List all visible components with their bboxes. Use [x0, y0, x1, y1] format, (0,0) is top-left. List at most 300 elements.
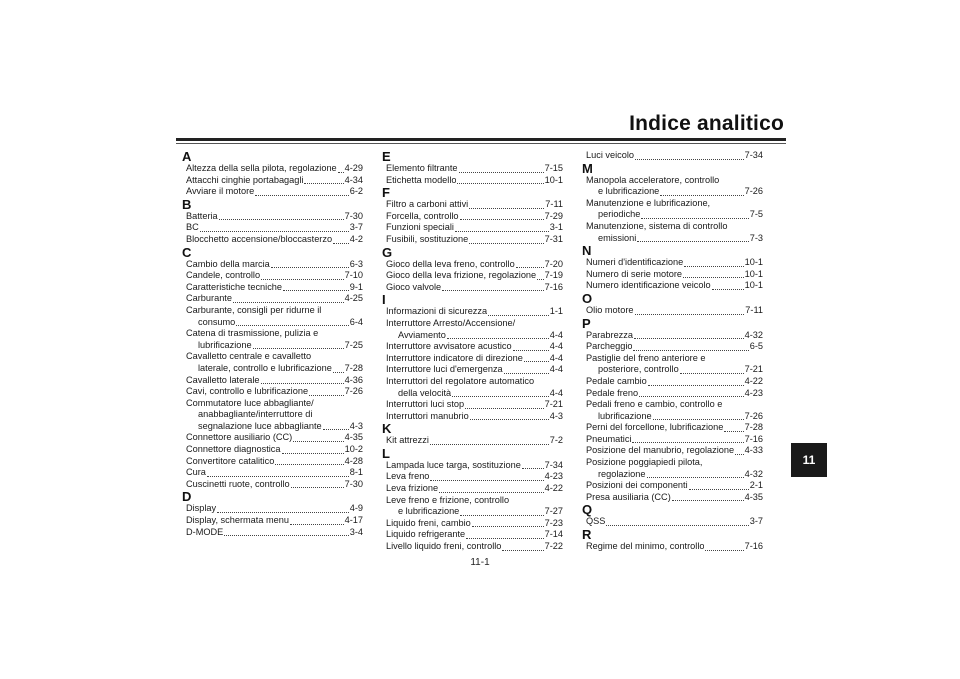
- index-entry: [584, 280, 763, 292]
- index-entry-term: Luci veicolo: [586, 150, 635, 160]
- index-entry-page: 7-26: [344, 386, 363, 397]
- index-entry: [584, 388, 763, 400]
- index-entry-page: 3-7: [749, 516, 763, 527]
- index-entry-term: regolazione: [598, 468, 646, 479]
- index-entry-page: 4-3: [549, 410, 563, 421]
- dot-leader: [469, 242, 543, 244]
- index-letter-heading: E: [382, 149, 391, 164]
- index-entry: [184, 163, 363, 175]
- index-entry-term: Catena di trasmissione, pulizia e: [186, 328, 319, 339]
- header-rule-thick: [176, 138, 786, 141]
- page-title: Indice analitico: [629, 112, 784, 135]
- index-entry: [184, 467, 363, 479]
- index-entry-term: Funzioni speciali: [386, 222, 454, 233]
- index-entry: [584, 175, 763, 187]
- index-entry: [384, 495, 563, 507]
- index-entry-page: 4-4: [549, 341, 563, 352]
- dot-leader: [724, 430, 743, 432]
- index-entry: [184, 270, 363, 282]
- index-entry-page: 4-32: [744, 329, 763, 340]
- index-entry-term: Kit attrezzi: [386, 435, 429, 446]
- index-entry: [584, 150, 763, 162]
- index-letter-heading: D: [182, 489, 192, 505]
- index-entry-page: 7-20: [544, 258, 563, 269]
- index-entry: [184, 363, 363, 375]
- dot-leader: [524, 360, 549, 362]
- index-entry-term: Attacchi cinghie portabagagli: [186, 174, 304, 185]
- index-letter-heading: K: [382, 421, 392, 437]
- index-entry-term: BC: [186, 222, 199, 233]
- dot-leader: [653, 418, 744, 420]
- dot-leader: [460, 514, 543, 516]
- index-entry-term: Interruttori luci stop: [386, 399, 465, 410]
- index-entry-term: emissioni: [598, 232, 637, 243]
- dot-leader: [333, 242, 349, 244]
- index-entry-term: anabbagliante/interruttore di: [198, 409, 313, 420]
- index-entry-term: Cavalletto laterale: [186, 374, 260, 385]
- dot-leader: [466, 537, 543, 539]
- dot-leader: [647, 476, 744, 478]
- index-entry-term: Numero identificazione veicolo: [586, 280, 711, 291]
- index-entry: [584, 457, 763, 469]
- index-entry-term: Blocchetto accensione/bloccasterzo: [186, 233, 333, 244]
- index-entry-term: Connettore ausiliario (CC): [186, 432, 293, 443]
- index-letter-heading: P: [582, 315, 591, 331]
- index-entry-page: 7-26: [744, 410, 763, 421]
- dot-leader: [648, 384, 744, 386]
- index-entry-term: Regime del minimo, controllo: [586, 541, 705, 552]
- index-entry: [184, 398, 363, 410]
- index-entry-page: 7-16: [744, 541, 763, 552]
- index-entry-term: Manutenzione, sistema di controllo: [586, 220, 728, 231]
- dot-leader: [333, 371, 344, 373]
- dot-leader: [233, 301, 344, 303]
- index-entry-term: Cambio della marcia: [186, 258, 270, 269]
- index-entry-term: Display: [186, 503, 217, 514]
- dot-leader: [460, 218, 544, 220]
- index-entry-term: Carburante: [186, 293, 232, 304]
- index-entry-term: Candele, controllo: [186, 270, 261, 281]
- index-entry-term: Gioco della leva freno, controllo: [386, 258, 515, 269]
- index-entry-term: Pedale cambio: [586, 375, 647, 386]
- dot-leader: [430, 443, 549, 445]
- index-entry-term: Liquido freni, cambio: [386, 517, 471, 528]
- index-entry-term: Posizioni dei componenti: [586, 480, 688, 491]
- index-entry-term: Leva freno: [386, 471, 430, 482]
- dot-leader: [323, 428, 349, 430]
- index-entry-page: 4-2: [349, 233, 363, 244]
- dot-leader: [282, 452, 344, 454]
- dot-leader: [219, 218, 344, 220]
- index-entry: [584, 399, 763, 411]
- index-entry: [184, 305, 363, 317]
- index-entry-term: Filtro a carboni attivi: [386, 199, 469, 210]
- index-entry-page: 4-35: [744, 491, 763, 502]
- index-entry-term: Interruttore Arresto/Accensione/: [386, 317, 516, 328]
- index-entry-page: 7-26: [744, 186, 763, 197]
- dot-leader: [634, 337, 744, 339]
- dot-leader: [465, 407, 543, 409]
- index-entry-term: Cuscinetti ruote, controllo: [186, 478, 290, 489]
- index-entry-term: e lubrificazione: [398, 506, 460, 517]
- index-entry-page: 7-34: [744, 150, 763, 160]
- index-entry-term: Informazioni di sicurezza: [386, 306, 488, 317]
- dot-leader: [488, 314, 549, 316]
- dot-leader: [689, 488, 749, 490]
- index-entry: [184, 317, 363, 329]
- index-entry: [184, 340, 363, 352]
- index-entry-page: 4-23: [544, 471, 563, 482]
- index-entry-term: Carburante, consigli per ridurne il: [186, 304, 322, 315]
- dot-leader: [705, 549, 743, 551]
- index-entry: [384, 483, 563, 495]
- index-letter-heading: M: [582, 160, 593, 176]
- index-letter-heading: C: [182, 244, 192, 260]
- index-letter-heading: Q: [582, 502, 593, 518]
- index-entry-term: Etichetta modello: [386, 174, 457, 185]
- index-entry-term: consumo: [198, 316, 236, 327]
- index-entry: [584, 411, 763, 423]
- index-entry-term: Interruttori manubrio: [386, 410, 469, 421]
- index-entry-page: 4-36: [344, 374, 363, 385]
- index-entry: [584, 353, 763, 365]
- dot-leader: [635, 158, 744, 160]
- index-entry-page: 7-3: [749, 232, 763, 243]
- index-entry: [184, 409, 363, 421]
- index-entry: [584, 330, 763, 342]
- index-entry: [384, 259, 563, 271]
- index-entry: [384, 411, 563, 423]
- index-entry-page: 4-17: [344, 515, 363, 526]
- index-entry: [184, 259, 363, 271]
- index-entry-term: Display, schermata menu: [186, 515, 289, 526]
- index-entry-page: 4-25: [344, 293, 363, 304]
- index-letter-heading: B: [182, 196, 192, 212]
- index-letter-heading: A: [182, 149, 192, 164]
- index-entry-page: 2-1: [749, 480, 763, 491]
- index-entry-term: Commutatore luce abbagliante/: [186, 397, 314, 408]
- index-entry-term: Fusibili, sostituzione: [386, 233, 469, 244]
- index-entry-page: 7-25: [344, 339, 363, 350]
- index-entry-term: Pneumatici: [586, 433, 632, 444]
- index-entry-term: Caratteristiche tecniche: [186, 281, 283, 292]
- index-entry-term: Altezza della sella pilota, regolazione: [186, 163, 337, 173]
- index-entry-page: 7-5: [749, 209, 763, 220]
- index-entry: [384, 318, 563, 330]
- dot-leader: [224, 534, 348, 536]
- index-entry-page: 10-1: [544, 174, 563, 185]
- dot-leader: [606, 524, 748, 526]
- index-entry: [584, 209, 763, 221]
- index-entry-page: 7-28: [744, 422, 763, 433]
- chapter-tab: 11: [791, 443, 827, 477]
- index-entry-page: 7-11: [745, 304, 763, 315]
- dot-leader: [455, 230, 549, 232]
- index-entry-page: 4-4: [549, 329, 563, 340]
- index-entry-page: 8-1: [349, 467, 363, 478]
- index-entry: [384, 364, 563, 376]
- index-entry-term: lubrificazione: [598, 410, 652, 421]
- index-entry-term: Pedale freno: [586, 387, 639, 398]
- index-entry-term: Elemento filtrante: [386, 163, 458, 173]
- dot-leader: [261, 382, 344, 384]
- index-entry-term: Manopola acceleratore, controllo: [586, 174, 720, 185]
- index-entry-page: 6-5: [749, 341, 763, 352]
- index-entry-page: 4-29: [344, 163, 363, 173]
- index-entry-term: Cura: [186, 467, 206, 478]
- dot-leader: [633, 349, 748, 351]
- index-entry: [384, 199, 563, 211]
- dot-leader: [684, 265, 743, 267]
- dot-leader: [442, 289, 543, 291]
- index-entry: [184, 211, 363, 223]
- dot-leader: [637, 240, 748, 242]
- index-entry: [584, 480, 763, 492]
- index-entry: [184, 293, 363, 305]
- index-entry-term: Batteria: [186, 210, 218, 221]
- index-entry: [384, 506, 563, 518]
- index-entry: [184, 175, 363, 187]
- dot-leader: [472, 525, 544, 527]
- index-entry: [184, 527, 363, 539]
- dot-leader: [217, 511, 349, 513]
- dot-leader: [522, 467, 544, 469]
- dot-leader: [309, 394, 344, 396]
- index-entry-page: 7-10: [344, 270, 363, 281]
- index-entry: [384, 460, 563, 472]
- index-entry-page: 4-4: [549, 364, 563, 375]
- dot-leader: [457, 182, 543, 184]
- dot-leader: [660, 194, 743, 196]
- index-letter-heading: L: [382, 445, 390, 461]
- index-entry: [384, 270, 563, 282]
- dot-leader: [253, 347, 344, 349]
- index-entry-term: Parabrezza: [586, 329, 633, 340]
- index-entry: [184, 351, 363, 363]
- index-entry-page: 7-16: [544, 281, 563, 292]
- index-entry: [584, 422, 763, 434]
- index-entry-term: Interruttori del regolatore automatico: [386, 375, 535, 386]
- index-column-1: [184, 150, 363, 538]
- dot-leader: [430, 479, 543, 481]
- page-number: 11-1: [470, 557, 490, 568]
- dot-leader: [236, 324, 348, 326]
- index-entry: [584, 341, 763, 353]
- dot-leader: [290, 523, 344, 525]
- index-entry: [584, 516, 763, 528]
- index-letter-heading: O: [582, 290, 593, 306]
- index-entry-page: 4-22: [744, 375, 763, 386]
- index-entry: [384, 376, 563, 388]
- index-letter-heading: G: [382, 244, 393, 260]
- index-entry-page: 4-28: [344, 455, 363, 466]
- dot-leader: [207, 475, 349, 477]
- dot-leader: [683, 276, 744, 278]
- index-entry-page: 7-27: [544, 506, 563, 517]
- index-entry-page: 3-1: [549, 222, 563, 233]
- index-entry: [584, 364, 763, 376]
- index-entry: [584, 257, 763, 269]
- index-entry-page: 6-2: [349, 186, 363, 197]
- index-entry-term: e lubrificazione: [598, 186, 660, 197]
- index-entry: [584, 221, 763, 233]
- index-entry-term: Liquido refrigerante: [386, 529, 466, 540]
- index-entry: [184, 444, 363, 456]
- dot-leader: [537, 278, 543, 280]
- index-letter-heading: N: [582, 243, 592, 259]
- index-entry: [384, 306, 563, 318]
- index-entry-page: 7-11: [545, 199, 563, 210]
- index-entry: [384, 330, 563, 342]
- index-entry-page: 7-2: [549, 435, 563, 446]
- index-entry-term: Cavalletto centrale e cavalletto: [186, 351, 312, 362]
- index-entry-term: periodiche: [598, 209, 641, 220]
- index-entry: [584, 186, 763, 198]
- index-entry-page: 7-29: [544, 210, 563, 221]
- index-entry: [584, 469, 763, 481]
- dot-leader: [513, 349, 549, 351]
- index-entry-term: Leva frizione: [386, 483, 439, 494]
- dot-leader: [639, 395, 744, 397]
- dot-leader: [459, 171, 544, 173]
- index-entry-term: posteriore, controllo: [598, 364, 679, 375]
- index-entry: [584, 445, 763, 457]
- index-entry-page: 4-33: [744, 445, 763, 456]
- index-entry-term: Perni del forcellone, lubrificazione: [586, 422, 724, 433]
- index-entry: [184, 432, 363, 444]
- dot-leader: [271, 266, 349, 268]
- index-entry: [384, 471, 563, 483]
- index-entry: [184, 328, 363, 340]
- index-entry-page: 7-30: [344, 478, 363, 489]
- index-entry-term: Numero di serie motore: [586, 268, 682, 279]
- index-entry-term: lubrificazione: [198, 339, 252, 350]
- index-entry-term: Avviamento: [398, 329, 446, 340]
- index-entry-page: 7-31: [544, 233, 563, 244]
- index-entry-page: 7-19: [544, 270, 563, 281]
- dot-leader: [338, 171, 344, 173]
- index-entry-page: 4-23: [744, 387, 763, 398]
- dot-leader: [470, 418, 549, 420]
- index-entry: [184, 479, 363, 491]
- index-entry-term: Lampada luce targa, sostituzione: [386, 459, 521, 470]
- index-entry-page: 7-14: [544, 529, 563, 540]
- index-entry-page: 4-3: [349, 420, 363, 431]
- index-entry: [584, 434, 763, 446]
- index-column-2: [384, 150, 563, 553]
- index-entry-term: Olio motore: [586, 304, 634, 315]
- dot-leader: [293, 440, 343, 442]
- index-entry-term: Interruttore luci d'emergenza: [386, 364, 503, 375]
- index-entry-term: segnalazione luce abbagliante: [198, 420, 322, 431]
- index-entry: [384, 222, 563, 234]
- index-entry: [584, 541, 763, 553]
- index-entry-term: Pedali freno e cambio, controllo e: [586, 399, 723, 410]
- index-entry-page: 6-4: [349, 316, 363, 327]
- index-letter-heading: R: [582, 527, 592, 543]
- index-entry-page: 4-35: [344, 432, 363, 443]
- index-entry-term: Posizione poggiapiedi pilota,: [586, 457, 703, 468]
- dot-leader: [304, 182, 343, 184]
- index-letter-heading: I: [382, 292, 386, 308]
- dot-leader: [283, 289, 349, 291]
- dot-leader: [291, 486, 344, 488]
- dot-leader: [504, 372, 549, 374]
- index-entry-term: Livello liquido freni, controllo: [386, 541, 502, 552]
- dot-leader: [447, 337, 549, 339]
- index-entry-page: 10-1: [744, 268, 763, 279]
- index-entry: [384, 399, 563, 411]
- index-entry-page: 7-15: [544, 163, 563, 173]
- dot-leader: [632, 441, 743, 443]
- index-entry-term: Cavi, controllo e lubrificazione: [186, 386, 309, 397]
- index-entry-page: 7-23: [544, 517, 563, 528]
- dot-leader: [261, 278, 344, 280]
- index-entry-term: della velocità: [398, 387, 452, 398]
- dot-leader: [516, 266, 544, 268]
- header-rule-thin: [176, 143, 786, 144]
- dot-leader: [200, 230, 349, 232]
- index-entry: [184, 282, 363, 294]
- dot-leader: [439, 491, 544, 493]
- index-entry: [184, 186, 363, 198]
- index-entry-term: Interruttore indicatore di direzione: [386, 352, 523, 363]
- index-entry: [184, 456, 363, 468]
- index-entry-page: 10-1: [744, 280, 763, 291]
- index-column-3: [584, 150, 763, 553]
- index-entry: [384, 175, 563, 187]
- index-entry-term: QSS: [586, 516, 606, 527]
- index-entry-page: 6-3: [349, 258, 363, 269]
- index-entry-term: Parcheggio: [586, 341, 633, 352]
- index-entry-page: 7-30: [344, 210, 363, 221]
- index-entry-term: Gioco della leva frizione, regolazione: [386, 270, 537, 281]
- index-entry-page: 3-7: [349, 222, 363, 233]
- dot-leader: [255, 194, 348, 196]
- index-entry-page: 3-4: [349, 526, 363, 537]
- index-entry-term: Convertitore catalitico: [186, 455, 275, 466]
- index-entry: [184, 375, 363, 387]
- dot-leader: [469, 207, 544, 209]
- index-entry-term: Presa ausiliaria (CC): [586, 491, 671, 502]
- index-entry: [184, 421, 363, 433]
- index-entry: [384, 234, 563, 246]
- index-entry-page: 7-16: [744, 433, 763, 444]
- dot-leader: [452, 395, 549, 397]
- index-entry-page: 7-21: [744, 364, 763, 375]
- index-entry: [584, 198, 763, 210]
- index-entry-term: Avviare il motore: [186, 186, 255, 197]
- dot-leader: [502, 549, 543, 551]
- index-entry: [384, 529, 563, 541]
- index-entry-term: Pastiglie del freno anteriore e: [586, 352, 706, 363]
- index-entry-term: Forcella, controllo: [386, 210, 459, 221]
- index-entry: [384, 541, 563, 553]
- index-entry-page: 7-34: [544, 459, 563, 470]
- index-entry: [184, 222, 363, 234]
- index-entry-page: 4-34: [344, 174, 363, 185]
- index-entry: [384, 163, 563, 175]
- dot-leader: [275, 463, 343, 465]
- index-entry-page: 7-21: [544, 399, 563, 410]
- index-entry: [384, 518, 563, 530]
- index-entry-page: 4-32: [744, 468, 763, 479]
- index-entry: [384, 282, 563, 294]
- index-entry: [384, 341, 563, 353]
- index-entry: [184, 386, 363, 398]
- index-entry: [584, 492, 763, 504]
- index-entry: [584, 376, 763, 388]
